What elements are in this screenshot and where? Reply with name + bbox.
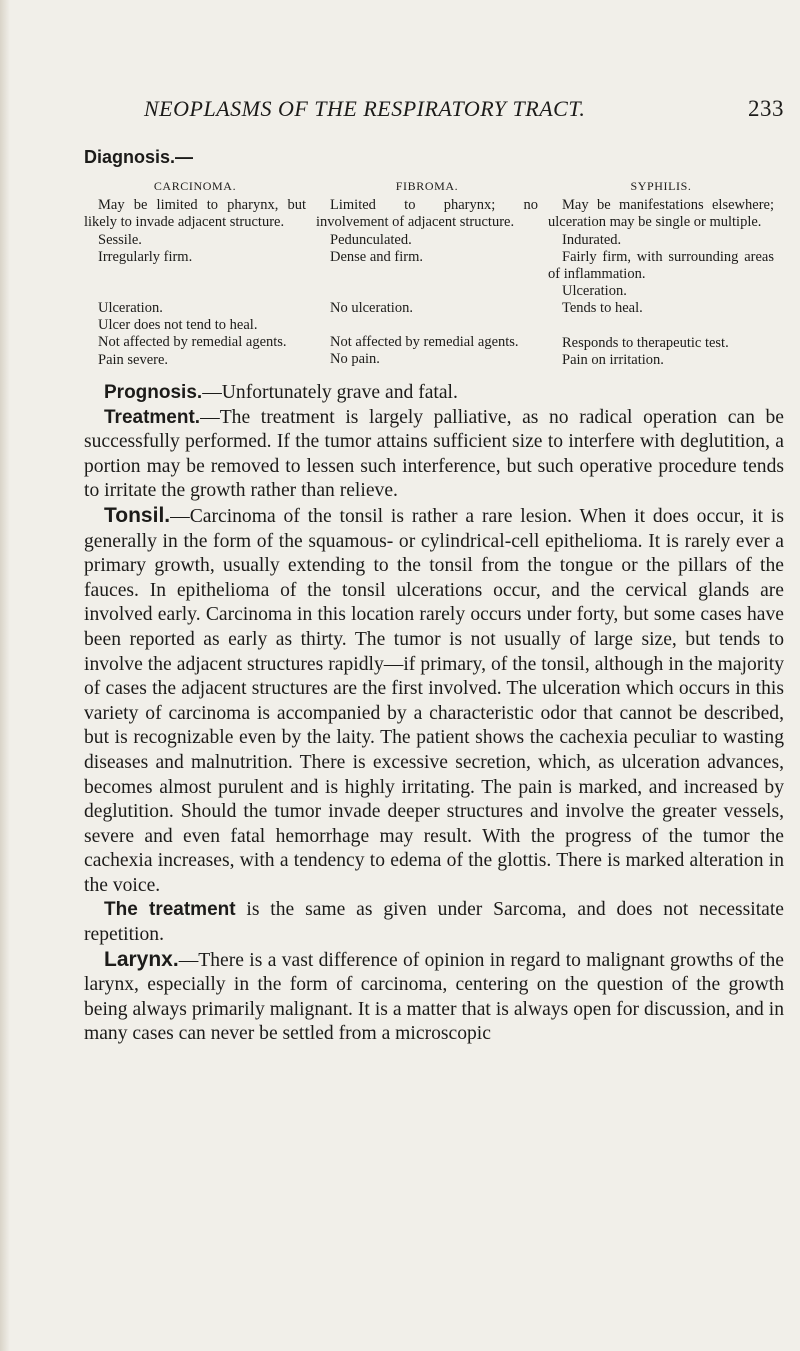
entry: Not affected by remedial agents. (98, 334, 287, 351)
entry: May be limited to pharynx, but likely to invade adjacent structure. (84, 197, 306, 231)
entry: Pain severe. (98, 351, 169, 368)
prognosis-text: —Unfortunately grave and fatal. (202, 382, 458, 403)
entry: Fairly firm, with surrounding areas of inflammation. (548, 248, 774, 283)
larynx-text: —There is a vast difference of opinion in regard to malignant growths of the larynx, especially in the form of carcinoma, centering on the question of the growth being always primarily malignant. It is a matter that is always open for discussion, and in many cases can never be settled from a microscopic (84, 949, 784, 1045)
entry: Pedunculated. (330, 231, 412, 248)
entry: No ulceration. (330, 300, 413, 317)
book-page (84, 0, 784, 1351)
column-carcinoma (84, 178, 316, 369)
tonsil-text: —Carcinoma of the tonsil is rather a rare lesion. When it does occur, it is generally in the form of the squamous- or cylindrical-cell epithelioma. It is rarely ever a primary growth, usually extending to the tonsil from the tongue or the pillars of the fauces. In epithelioma of the tonsil ulcerations occur, and the cervical glands are involved early. Carcinoma in this location rarely occurs under forty, but some cases have been reported as early as thirty. The tumor is not usually of large size, but tends to involve the adjacent structures rapidly—if primary, of the tonsil, although in the majority of cases the adjacent structures are the first involved. The ulceration which occurs in this variety of carcinoma is accompanied by a characteristic odor that cannot be described, but is recognizable even by the laity. The patient shows the cachexia peculiar to wasting diseases and malnutrition. There is excessive secretion, which, as ulceration advances, becomes almost purulent and is highly irritating. The pain is marked, and increased by deglutition. Should the tumor invade deeper structures and involve the greater vessels, severe and even fatal hemorrhage may result. With the progress of the tumor the cachexia increases, with a tendency to edema of the glottis. There is marked alteration in the voice. (84, 505, 784, 896)
entry: No pain. (330, 351, 380, 368)
treatment-text: —The treatment is largely palliative, as no radical operation can be successfully performed. If the tumor attains sufficient size to interfere with deglutition, a portion may be removed to lessen such interference, but such operative procedure tends to irritate the growth rather than relieve. (84, 406, 784, 502)
scan-edge-shadow (0, 0, 10, 1351)
entry: Dense and firm. (330, 248, 424, 265)
column-heading: FIBROMA. (395, 179, 459, 193)
tonsil-treatment-text: is the same as given under Sarcoma, and does not necessitate repetition. (84, 899, 784, 946)
treatment-paragraph (84, 406, 784, 504)
column-syphilis (548, 178, 784, 369)
tonsil-treatment-paragraph (84, 898, 784, 947)
column-fibroma (316, 178, 548, 369)
entry: Responds to therapeutic test. (562, 334, 729, 351)
running-title: NEOPLASMS OF THE RESPIRATORY TRACT. (144, 96, 586, 121)
entry: Ulceration. (98, 300, 163, 317)
entry: Indurated. (562, 231, 622, 248)
entry: Sessile. (98, 231, 142, 248)
differential-diagnosis-table (84, 178, 784, 369)
entry: Ulcer does not tend to heal. (98, 317, 258, 334)
tonsil-paragraph (84, 504, 784, 899)
entry: May be manifestations elsewhere; ulceration may be single or multiple. (548, 197, 774, 231)
column-heading: SYPHILIS. (630, 179, 692, 193)
entry: Irregularly firm. (98, 248, 193, 265)
entry: Limited to pharynx; no involvement of adjacent structure. (316, 197, 538, 231)
entry: Not affected by remedial agents. (330, 334, 519, 351)
larynx-lead: Larynx. (104, 947, 179, 971)
entry: Tends to heal. (562, 300, 643, 317)
body-text (84, 381, 784, 1047)
tonsil-lead: Tonsil. (104, 503, 171, 527)
larynx-paragraph (84, 948, 784, 1047)
running-header (144, 96, 784, 122)
entry: Pain on irritation. (562, 351, 664, 368)
page-number: 233 (748, 96, 784, 121)
prognosis-lead: Prognosis. (104, 382, 203, 403)
column-heading: CARCINOMA. (153, 179, 237, 193)
treatment-lead: Treatment. (104, 406, 201, 428)
entry: Ulceration. (562, 283, 627, 300)
prognosis-paragraph (84, 381, 784, 406)
diagnosis-heading: Diagnosis.— (84, 147, 194, 167)
tonsil-treatment-lead: The treatment (104, 899, 236, 921)
